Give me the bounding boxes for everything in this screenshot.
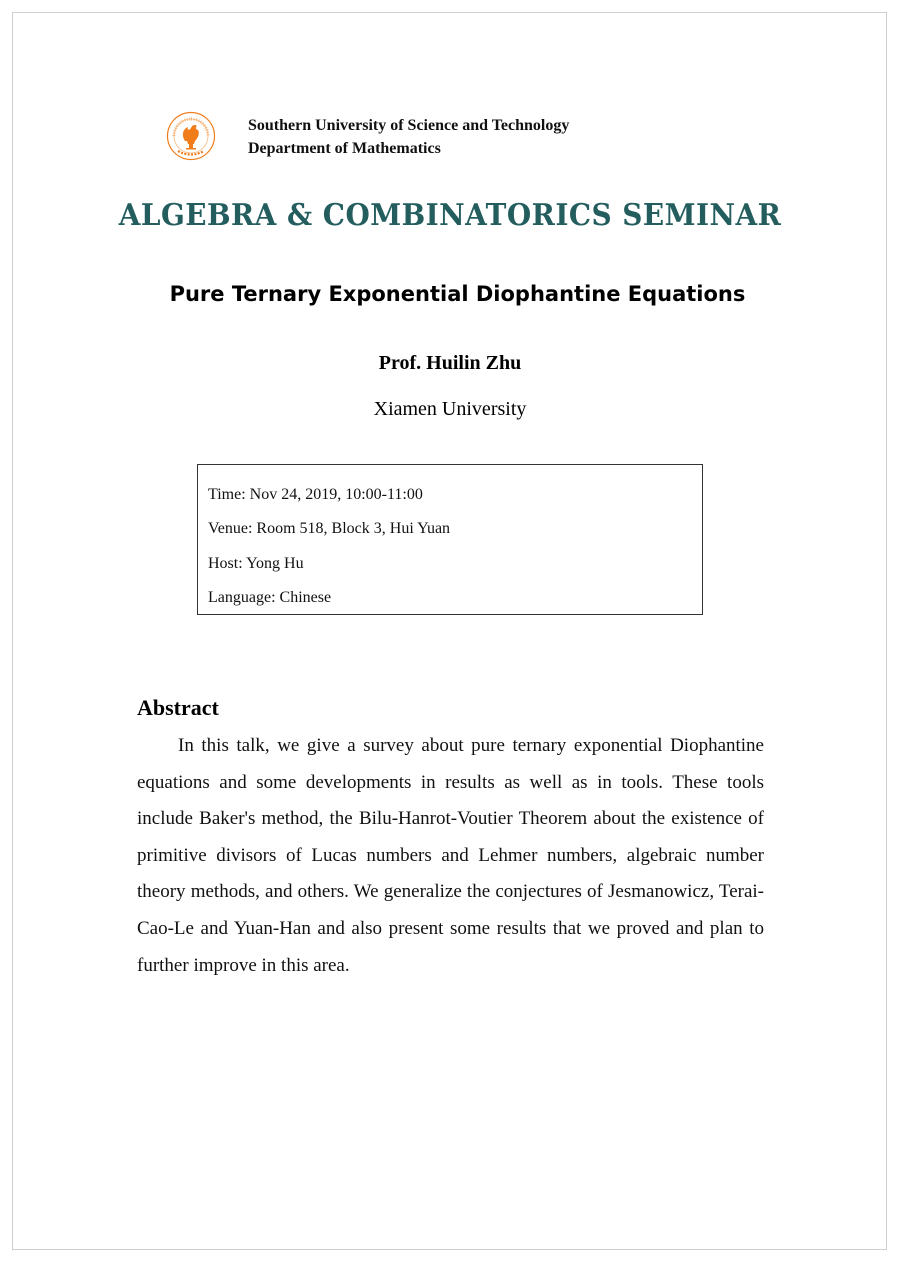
university-seal-icon [166,111,216,161]
department-name: Department of Mathematics [248,140,441,157]
university-name: Southern University of Science and Technology [248,117,570,134]
speaker-name: Prof. Huilin Zhu [378,352,522,374]
institution-header [248,114,569,160]
speaker-affiliation: Xiamen University [373,398,527,420]
event-details-box [197,464,703,615]
event-host: Host: Yong Hu [208,554,304,572]
event-time: Time: Nov 24, 2019, 10:00-11:00 [208,486,423,503]
abstract-heading: Abstract [137,695,219,720]
event-language: Language: Chinese [208,588,332,606]
seminar-series-title: ALGEBRA & COMBINATORICS SEMINAR [118,198,782,233]
talk-title: Pure Ternary Exponential Diophantine Equations [169,282,746,306]
abstract-text: In this talk, we give a survey about pure ternary exponential Diophantine equations and some developments in results as well as in tools. These tools include Baker's method, the Bilu-Hanrot-Voutier Theorem about the existence of primitive divisors of Lucas numbers and Lehmer numbers, algebraic number theory methods, and others. We generalize the conjectures of Jesmanowicz, Terai-Cao-Le and Yuan-Han and also present some results that we proved and plan to further improve in this area. [137,735,764,976]
event-venue: Venue: Room 518, Block 3, Hui Yuan [208,520,451,538]
